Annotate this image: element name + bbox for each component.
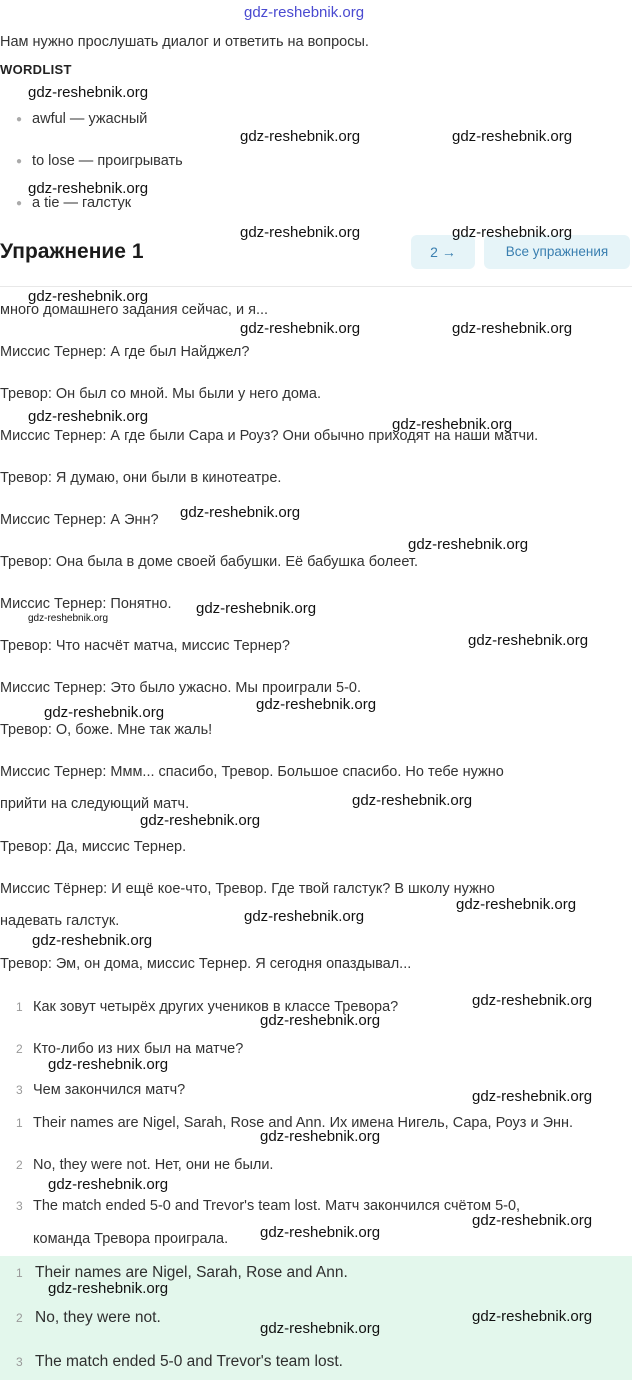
- watermark: gdz-reshebnik.org: [472, 992, 593, 1009]
- wordlist-item: ● to lose — проигрывать: [16, 153, 183, 169]
- dialogue-line: Миссис Тёрнер: И ещё кое-что, Тревор. Где твой галстук? В школу нужно: [0, 881, 495, 897]
- dialogue-line: Тревор: Эм, он дома, миссис Тернер. Я сегодня опаздывал...: [0, 956, 412, 972]
- bullet-icon: ●: [16, 197, 23, 209]
- watermark: gdz-reshebnik.org: [196, 600, 317, 617]
- question-item: 3 Чем закончился матч?: [16, 1082, 186, 1098]
- watermark: gdz-reshebnik.org: [244, 908, 365, 925]
- watermark: gdz-reshebnik.org: [180, 504, 301, 521]
- exercise-title: Упражнение 1: [0, 240, 144, 263]
- watermark: gdz-reshebnik.org: [452, 128, 573, 145]
- watermark: gdz-reshebnik.org: [48, 1176, 169, 1193]
- answer-item: 1 Their names are Nigel, Sarah, Rose and Ann.: [16, 1264, 348, 1281]
- watermark: gdz-reshebnik.org: [28, 84, 149, 101]
- watermark: gdz-reshebnik.org: [256, 696, 377, 713]
- bullet-icon: ●: [16, 155, 23, 167]
- dialogue-line: Миссис Тернер: Это было ужасно. Мы проиграли 5-0.: [0, 680, 362, 696]
- bullet-icon: ●: [16, 113, 23, 125]
- watermark: gdz-reshebnik.org: [32, 932, 153, 949]
- watermark: gdz-reshebnik.org: [472, 1308, 593, 1325]
- watermark: gdz-reshebnik.org: [472, 1212, 593, 1229]
- watermark: gdz-reshebnik.org: [240, 128, 361, 145]
- answer-item: 3 The match ended 5-0 and Trevor's team lost.: [16, 1353, 343, 1370]
- watermark: gdz-reshebnik.org: [260, 1320, 381, 1337]
- watermark: gdz-reshebnik.org: [28, 408, 149, 425]
- dialogue-line: Тревор: Он был со мной. Мы были у него дома.: [0, 386, 321, 402]
- watermark: gdz-reshebnik.org: [468, 632, 589, 649]
- dialogue-line: Тревор: Я думаю, они были в кинотеатре.: [0, 470, 282, 486]
- dialogue-line: Миссис Тернер: Ммм... спасибо, Тревор. Большое спасибо. Но тебе нужно: [0, 764, 504, 780]
- wordlist-item: ● a tie — галстук: [16, 195, 132, 211]
- translation-item: 3 The match ended 5-0 and Trevor's team lost. Матч закончился счётом 5-0,: [16, 1198, 521, 1214]
- watermark: gdz-reshebnik.org: [352, 792, 473, 809]
- dialogue-line: Тревор: Да, миссис Тернер.: [0, 839, 187, 855]
- all-exercises-button[interactable]: Все упражнения: [484, 235, 630, 269]
- dialogue-line: Тревор: Она была в доме своей бабушки. Её бабушка болеет.: [0, 554, 418, 570]
- question-item: 2 Кто-либо из них был на матче?: [16, 1041, 244, 1057]
- watermark: gdz-reshebnik.org: [260, 1012, 381, 1029]
- watermark: gdz-reshebnik.org: [392, 416, 513, 433]
- next-exercise-button[interactable]: 2 →: [411, 235, 475, 269]
- task-intro: Нам нужно прослушать диалог и ответить на вопросы.: [0, 34, 369, 50]
- watermark: gdz-reshebnik.org: [28, 180, 149, 197]
- watermark: gdz-reshebnik.org: [260, 1224, 381, 1241]
- watermark: gdz-reshebnik.org: [140, 812, 261, 829]
- site-link[interactable]: gdz-reshebnik.org: [244, 4, 365, 21]
- dialogue-line: Миссис Тернер: А где были Сара и Роуз? Они обычно приходят на наши матчи.: [0, 428, 539, 444]
- watermark: gdz-reshebnik.org: [408, 536, 529, 553]
- translation-item: 1 Their names are Nigel, Sarah, Rose and Ann. Их имена Нигель, Сара, Роуз и Энн.: [16, 1115, 574, 1131]
- watermark: gdz-reshebnik.org: [44, 704, 165, 721]
- translation-item: 2 No, they were not. Нет, они не были.: [16, 1157, 274, 1173]
- dialogue-line: Тревор: Что насчёт матча, миссис Тернер?: [0, 638, 290, 654]
- watermark: gdz-reshebnik.org: [452, 224, 573, 241]
- dialogue-line: много домашнего задания сейчас, и я...: [0, 302, 269, 318]
- watermark: gdz-reshebnik.org: [48, 1056, 169, 1073]
- watermark: gdz-reshebnik.org: [28, 288, 149, 305]
- answer-item: 2 No, they were not.: [16, 1309, 161, 1326]
- watermark: gdz-reshebnik.org: [28, 613, 109, 624]
- watermark: gdz-reshebnik.org: [472, 1088, 593, 1105]
- divider: [0, 286, 632, 287]
- watermark: gdz-reshebnik.org: [452, 320, 573, 337]
- watermark: gdz-reshebnik.org: [240, 320, 361, 337]
- dialogue-line: Миссис Тернер: Понятно.: [0, 596, 172, 612]
- wordlist-title: WORDLIST: [0, 62, 72, 77]
- watermark: gdz-reshebnik.org: [48, 1280, 169, 1297]
- dialogue-line: надевать галстук.: [0, 913, 120, 929]
- translation-item: команда Тревора проиграла.: [33, 1231, 229, 1247]
- question-item: 1 Как зовут четырёх других учеников в классе Тревора?: [16, 999, 399, 1015]
- watermark: gdz-reshebnik.org: [260, 1128, 381, 1145]
- dialogue-line: Миссис Тернер: А где был Найджел?: [0, 344, 250, 360]
- wordlist-item: ● awful — ужасный: [16, 111, 148, 127]
- watermark: gdz-reshebnik.org: [456, 896, 577, 913]
- dialogue-line: прийти на следующий матч.: [0, 796, 190, 812]
- dialogue-line: Миссис Тернер: А Энн?: [0, 512, 159, 528]
- dialogue-line: Тревор: О, боже. Мне так жаль!: [0, 722, 213, 738]
- watermark: gdz-reshebnik.org: [240, 224, 361, 241]
